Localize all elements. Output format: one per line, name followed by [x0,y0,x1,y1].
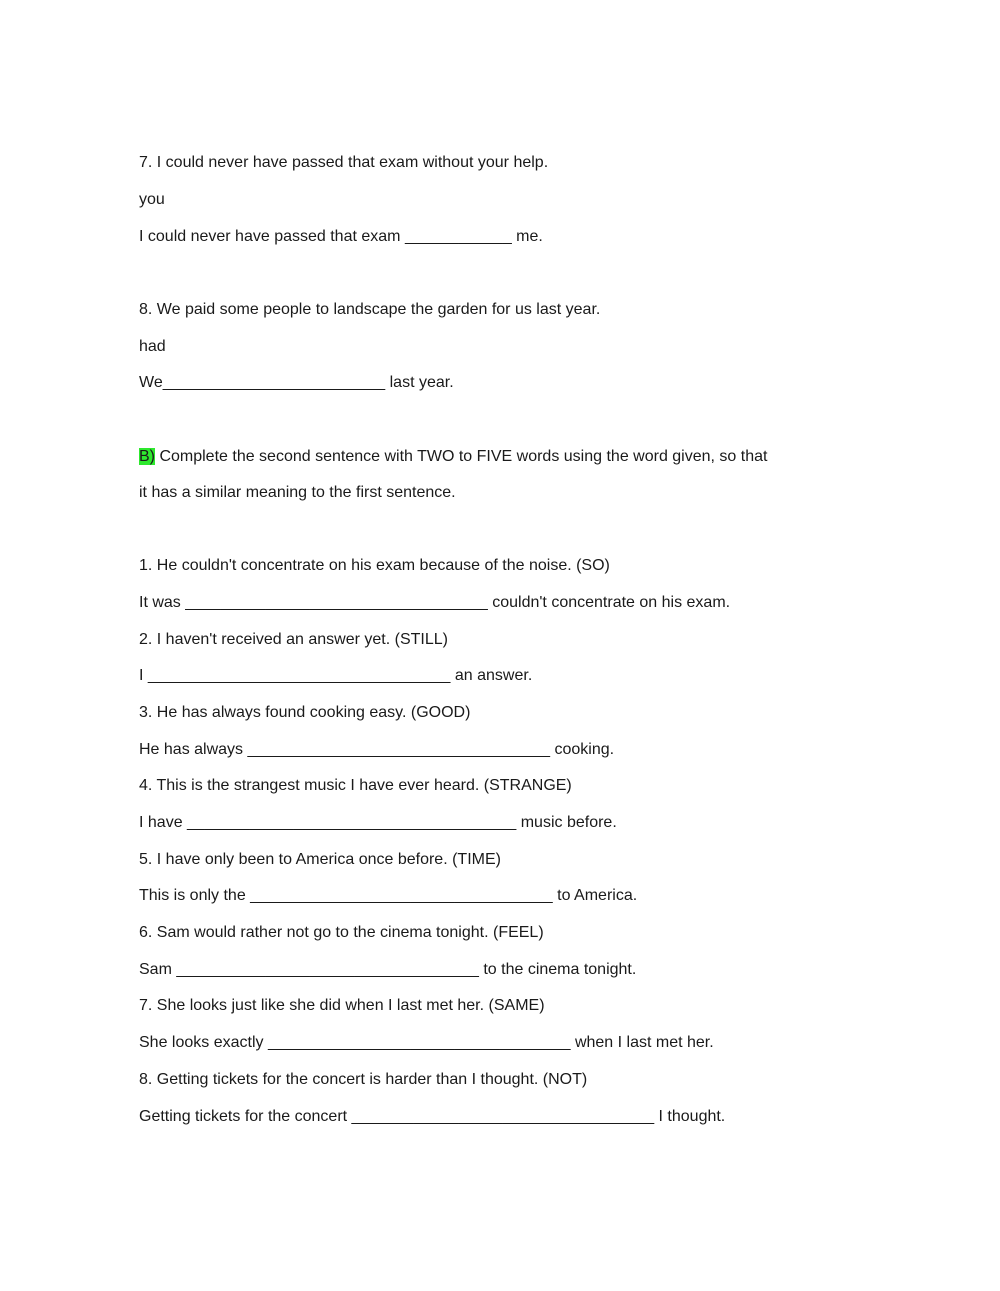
b-item-1-answer-line: It was __________________________________ couldn't concentrate on his exam. [139,594,731,611]
question-7-answer-line: I could never have passed that exam ____________ me. [139,228,543,245]
section-b-label: B) [139,448,155,465]
b-item-7-answer-line: She looks exactly __________________________________ when I last met her. [139,1034,714,1051]
b-item-5-prompt: 5. I have only been to America once before. (TIME) [139,851,501,868]
section-b-instructions [139,447,767,467]
b-item-2-prompt: 2. I haven't received an answer yet. (STILL) [139,631,448,648]
b-item-4-prompt: 4. This is the strangest music I have ever heard. (STRANGE) [139,777,572,794]
question-8-prompt: 8. We paid some people to landscape the garden for us last year. [139,301,601,318]
b-item-1-prompt: 1. He couldn't concentrate on his exam because of the noise. (SO) [139,557,610,574]
b-item-2-answer-line: I __________________________________ an answer. [139,667,533,684]
section-b-instructions-continued: it has a similar meaning to the first sentence. [139,484,456,501]
b-item-6-answer-line: Sam __________________________________ to the cinema tonight. [139,961,637,978]
question-7-prompt: 7. I could never have passed that exam without your help. [139,154,549,171]
question-8-keyword: had [139,338,166,355]
question-7-keyword: you [139,191,165,208]
question-8-answer-line: We_________________________ last year. [139,374,454,391]
b-item-4-answer-line: I have _____________________________________ music before. [139,814,617,831]
b-item-7-prompt: 7. She looks just like she did when I last met her. (SAME) [139,997,545,1014]
b-item-6-prompt: 6. Sam would rather not go to the cinema tonight. (FEEL) [139,924,544,941]
b-item-5-answer-line: This is only the __________________________________ to America. [139,887,638,904]
b-item-3-answer-line: He has always __________________________________ cooking. [139,741,615,758]
b-item-3-prompt: 3. He has always found cooking easy. (GOOD) [139,704,471,721]
b-item-8-prompt: 8. Getting tickets for the concert is harder than I thought. (NOT) [139,1071,588,1088]
b-item-8-answer-line: Getting tickets for the concert __________________________________ I thought. [139,1108,726,1125]
section-b-instructions-text: Complete the second sentence with TWO to FIVE words using the word given, so that [155,448,768,465]
